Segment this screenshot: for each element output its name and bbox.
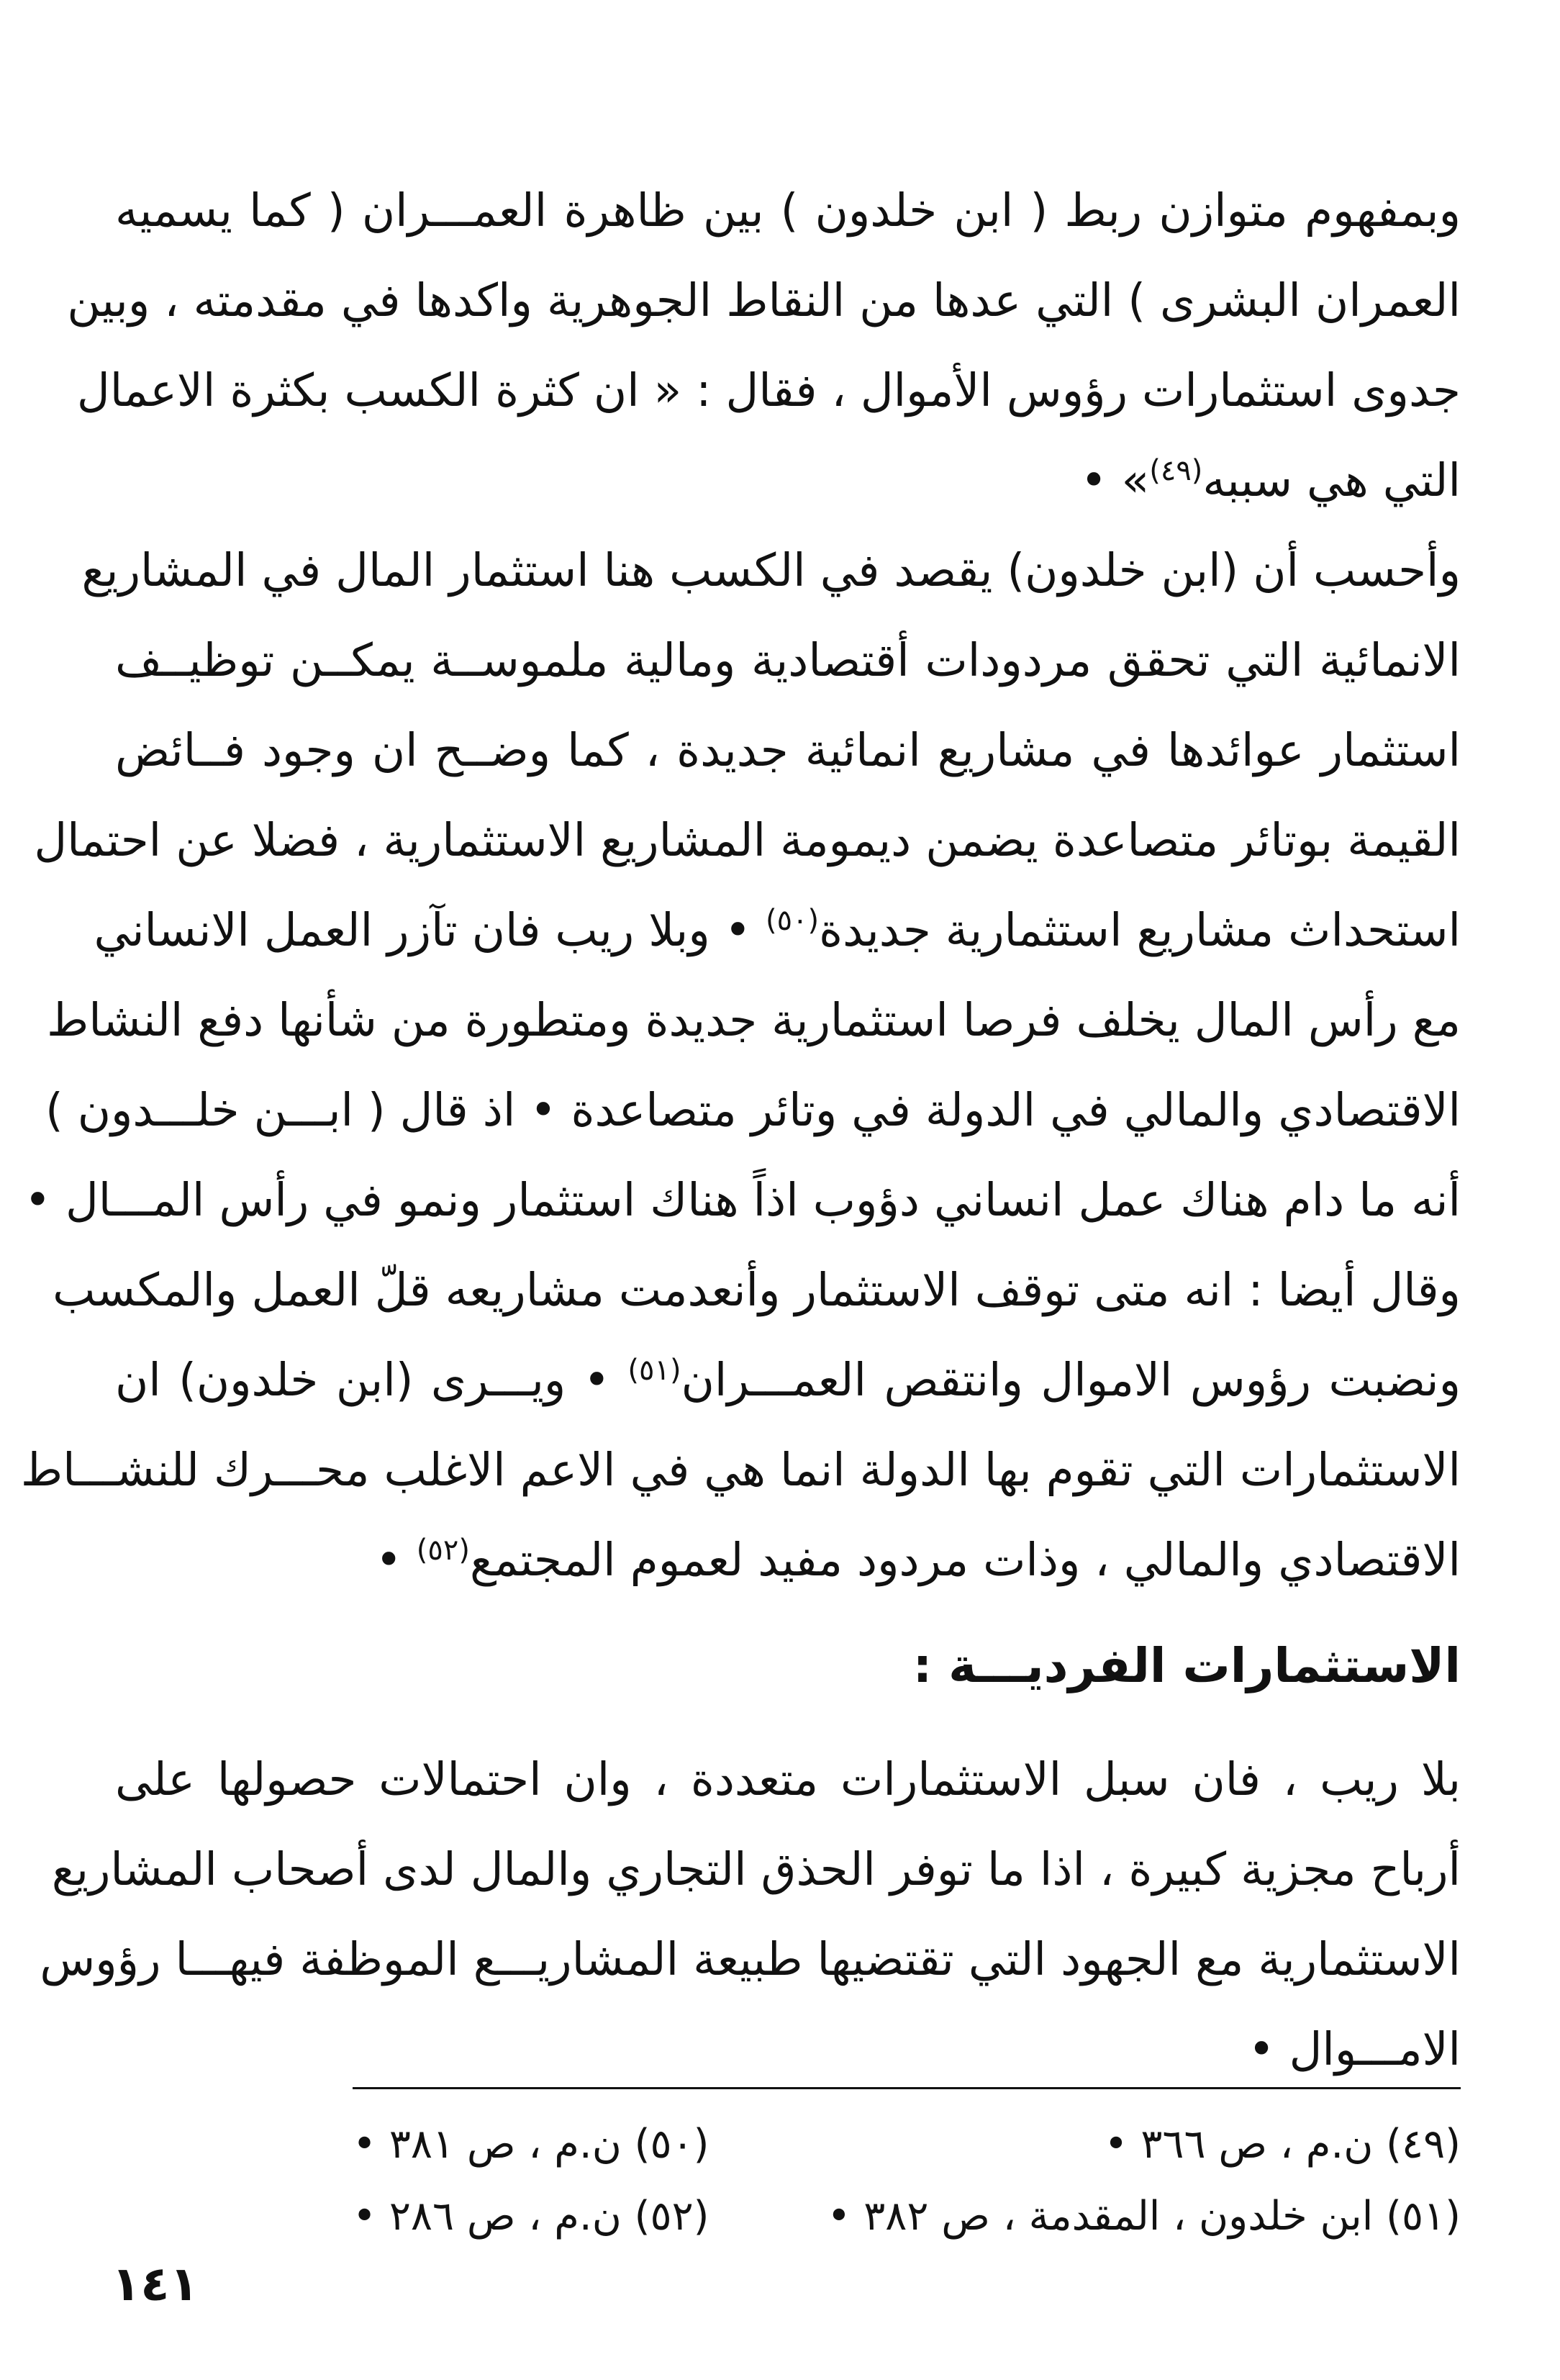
text-line: أنه ما دام هناك عمل انساني دؤوب اذاً هناك استثمار ونمو في رأس المـــال • xyxy=(24,1174,1461,1226)
page-number: ١٤١ xyxy=(112,2256,199,2312)
text-line: بلا ريب ، فان سبل الاستثمارات متعددة ، وان احتمالات حصولها على xyxy=(115,1753,1461,1806)
text-line xyxy=(94,885,1461,975)
text-line xyxy=(115,1335,1461,1425)
footnote-51: (٥١) ابن خلدون ، المقدمة ، ص ٣٨٢ • xyxy=(827,2193,1461,2240)
footnote-row xyxy=(353,2181,1461,2253)
footnote-ref-49: (٤٩) xyxy=(1149,454,1203,487)
footnotes xyxy=(353,2109,1461,2253)
paragraph-2 xyxy=(20,525,1461,1605)
footnote-ref-51: (٥١) xyxy=(627,1354,681,1387)
text-line: الاستثمارات التي تقوم بها الدولة انما هي في الاعم الاغلب محـــرك للنشـــاط xyxy=(20,1444,1461,1496)
footnote-divider xyxy=(353,2087,1461,2089)
text-line: مع رأس المال يخلف فرصا استثمارية جديدة ومتطورة من شأنها دفع النشاط xyxy=(47,994,1461,1046)
text-fragment: الاقتصادي والمالي ، وذات مردود مفيد لعموم المجتمع xyxy=(469,1534,1461,1586)
text-line: الامـــوال • xyxy=(1248,2023,1461,2076)
text-fragment: • xyxy=(375,1534,417,1586)
text-fragment: استحداث مشاريع استثمارية جديدة xyxy=(819,904,1461,956)
text-line: وقال أيضا : انه متى توقف الاستثمار وأنعدمت مشاريعه قلّ العمل والمكسب xyxy=(53,1264,1461,1316)
footnote-ref-52: (٥٢) xyxy=(416,1534,470,1567)
text-line xyxy=(115,1515,1461,1605)
footnote-ref-50: (٥٠) xyxy=(765,904,820,937)
text-fragment: » • xyxy=(1080,454,1150,507)
footnote-row xyxy=(353,2109,1461,2181)
text-line: العمران البشرى ) التي عدها من النقاط الجوهرية واكدها في مقدمته ، وبين xyxy=(67,274,1461,327)
text-line: القيمة بوتائر متصاعدة يضمن ديمومة المشاريع الاستثمارية ، فضلا عن احتمال xyxy=(34,814,1461,867)
text-line: الاستثمارية مع الجهود التي تقتضيها طبيعة المشاريـــع الموظفة فيهـــا رؤوس xyxy=(40,1933,1461,1986)
text-line: أرباح مجزية كبيرة ، اذا ما توفر الحذق التجاري والمال لدى أصحاب المشاريع xyxy=(51,1843,1461,1896)
text-fragment: • وبلا ريب فان تآزر العمل الانساني xyxy=(94,904,766,956)
footnote-52: (٥٢) ن.م ، ص ٢٨٦ • xyxy=(353,2193,709,2240)
paragraph-3 xyxy=(40,1734,1461,2094)
text-line: استثمار عوائدها في مشاريع انمائية جديدة ، كما وضــح ان وجود فــائض xyxy=(115,724,1461,777)
section-heading: الاستثمارات الفرديـــة : xyxy=(912,1638,1461,1693)
text-line: وأحسب أن (ابن خلدون) يقصد في الكسب هنا استثمار المال في المشاريع xyxy=(81,544,1461,597)
text-fragment: التي هي سببه xyxy=(1202,454,1461,507)
paragraph-1 xyxy=(67,166,1461,525)
text-line xyxy=(115,435,1461,525)
text-fragment: ونضبت رؤوس الاموال وانتقص العمـــران xyxy=(681,1354,1461,1406)
text-line: الانمائية التي تحقق مردودات أقتصادية ومالية ملموســة يمكــن توظيــف xyxy=(115,634,1461,687)
text-line: جدوى استثمارات رؤوس الأموال ، فقال : « ان كثرة الكسب بكثرة الاعمال xyxy=(76,364,1461,417)
page-body xyxy=(20,166,1461,2094)
text-fragment: • ويـــرى (ابن خلدون) ان xyxy=(115,1354,628,1406)
text-line: الاقتصادي والمالي في الدولة في وتائر متصاعدة • اذ قال ( ابـــن خلـــدون ) xyxy=(45,1084,1461,1136)
text-line: وبمفهوم متوازن ربط ( ابن خلدون ) بين ظاهرة العمـــران ( كما يسميه xyxy=(115,184,1461,237)
footnote-50: (٥٠) ن.م ، ص ٣٨١ • xyxy=(353,2121,709,2168)
footnote-49: (٤٩) ن.م ، ص ٣٦٦ • xyxy=(1104,2121,1461,2168)
